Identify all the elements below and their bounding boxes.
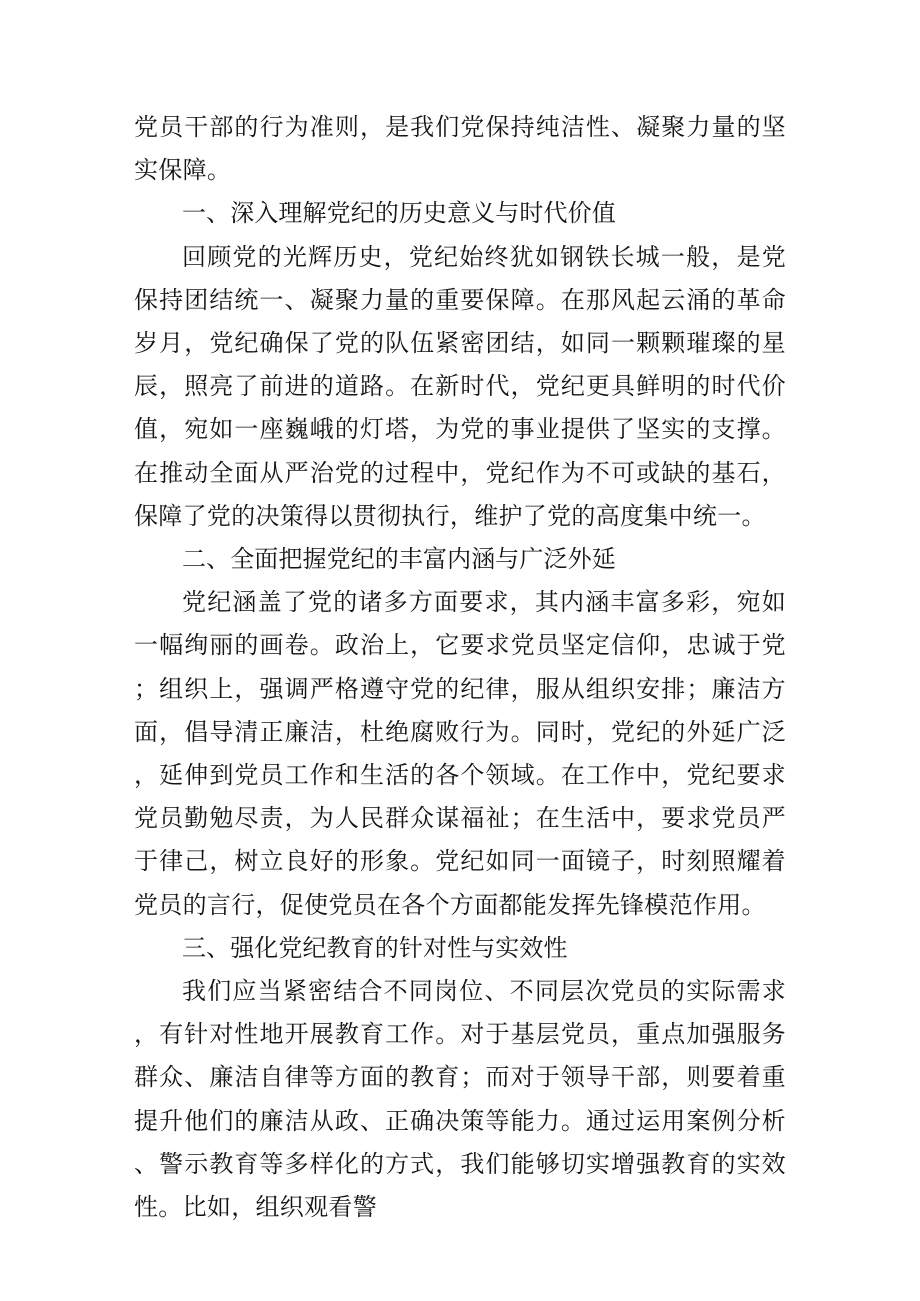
paragraph-continuation: 党员干部的行为准则，是我们党保持纯洁性、凝聚力量的坚实保障。	[134, 113, 786, 185]
document-body	[134, 106, 786, 1229]
section-body-3: 我们应当紧密结合不同岗位、不同层次党员的实际需求，有针对性地开展教育工作。对于基层党员，重点加强服务群众、廉洁自律等方面的教育；而对于领导干部，则要着重提升他们的廉洁从政、正确决策等能力。通过运用案例分析、警示教育等多样化的方式，我们能够切实增强教育的实效性。比如，组织观看警	[134, 977, 786, 1222]
section-heading-2: 二、全面把握党纪的丰富内涵与广泛外延	[182, 545, 616, 574]
section-heading-1: 一、深入理解党纪的历史意义与时代价值	[182, 199, 616, 228]
section-body-1: 回顾党的光辉历史，党纪始终犹如钢铁长城一般，是党保持团结统一、凝聚力量的重要保障。在那风起云涌的革命岁月，党纪确保了党的队伍紧密团结，如同一颗颗璀璨的星辰，照亮了前进的道路。在新时代，党纪更具鲜明的时代价值，宛如一座巍峨的灯塔，为党的事业提供了坚实的支撑。在推动全面从严治党的过程中，党纪作为不可或缺的基石，保障了党的决策得以贯彻执行，维护了党的高度集中统一。	[134, 242, 786, 530]
section-body-2: 党纪涵盖了党的诸多方面要求，其内涵丰富多彩，宛如一幅绚丽的画卷。政治上，它要求党员坚定信仰，忠诚于党；组织上，强调严格遵守党的纪律，服从组织安排；廉洁方面，倡导清正廉洁，杜绝腐败行为。同时，党纪的外延广泛，延伸到党员工作和生活的各个领域。在工作中，党纪要求党员勤勉尽责，为人民群众谋福祉；在生活中，要求党员严于律己，树立良好的形象。党纪如同一面镜子，时刻照耀着党员的言行，促使党员在各个方面都能发挥先锋模范作用。	[134, 588, 786, 919]
section-heading-3: 三、强化党纪教育的针对性与实效性	[182, 933, 568, 962]
